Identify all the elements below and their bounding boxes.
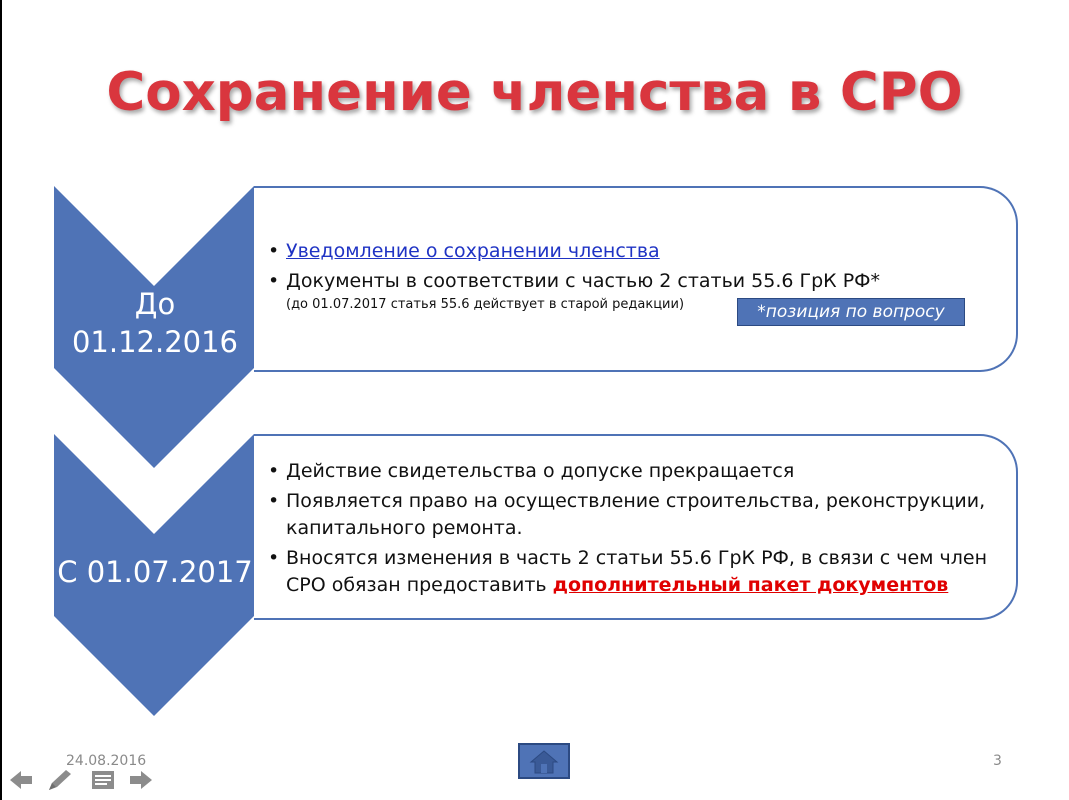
home-icon: [529, 749, 559, 775]
slide-page-number: 3: [993, 753, 1002, 769]
additional-documents-link[interactable]: дополнительный пакет документов: [552, 574, 949, 596]
stage2-bullet-3: [268, 545, 998, 599]
stage1-label-line2: 01.12.2016: [71, 325, 239, 359]
stage2-bullet-1: [268, 458, 998, 485]
stage2-bullet-list: [268, 458, 998, 602]
position-button[interactable]: *позиция по вопросу: [737, 298, 965, 326]
notification-link[interactable]: Уведомление о сохранении членства: [286, 240, 660, 262]
stage1-label: [54, 285, 256, 361]
home-button[interactable]: [518, 743, 570, 779]
slide-date: 24.08.2016: [66, 753, 147, 769]
stage1-bullet-2-text: Документы в соответствии с частью 2 статьи 55.6 ГрК РФ*: [286, 270, 881, 292]
stage1-label-line1: До: [134, 287, 176, 321]
stage2-bullet-3-text: Вносятся изменения в часть 2 статьи 55.6 ГрК РФ, в связи с чем член СРО обязан предоставить: [286, 547, 988, 596]
stage2-bullet-2-text: Появляется право на осуществление строительства, реконструкции, капитального ремонта.: [286, 490, 986, 539]
stage1-panel: [254, 186, 1018, 372]
slide-title: Сохранение членства в СРО: [106, 62, 963, 123]
arrow-left-icon[interactable]: [8, 768, 34, 792]
stage2-panel: [254, 434, 1018, 620]
stage2-bullet-2: [268, 488, 998, 542]
menu-icon[interactable]: [90, 768, 116, 792]
stage2-bullet-1-text: Действие свидетельства о допуске прекращается: [286, 460, 795, 482]
arrow-right-icon[interactable]: [128, 768, 154, 792]
stage2-label: С 01.07.2017: [57, 555, 253, 589]
stage1-note: (до 01.07.2017 статья 55.6 действует в старой редакции): [286, 297, 685, 312]
stage1-bullet-1[interactable]: [268, 238, 998, 265]
pen-icon[interactable]: [46, 768, 74, 792]
